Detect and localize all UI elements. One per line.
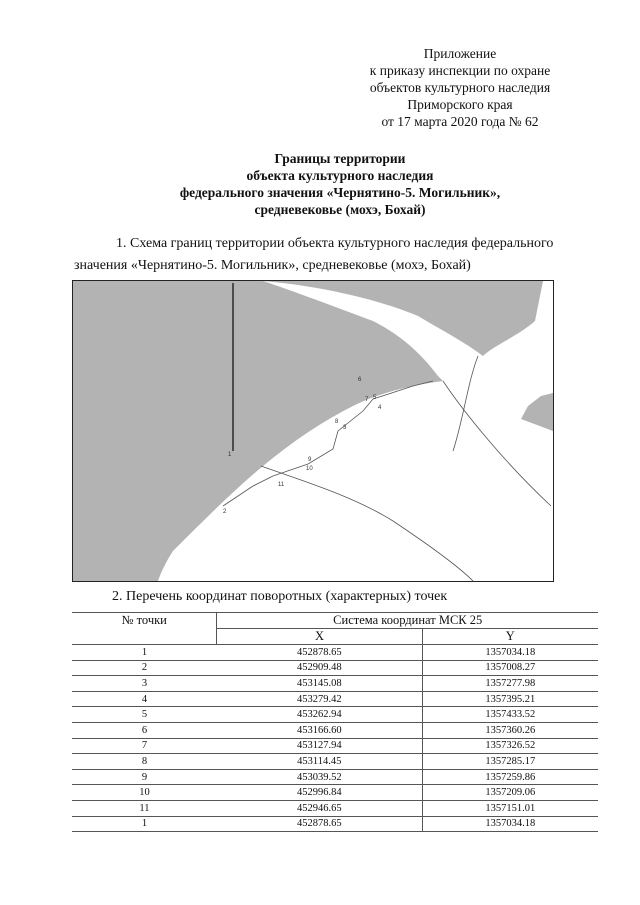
appendix-line: объектов культурного наследия bbox=[369, 80, 551, 95]
document-title bbox=[130, 150, 550, 218]
col-point-header: № точки bbox=[72, 613, 217, 645]
table-row bbox=[72, 754, 598, 770]
coordinates-table bbox=[72, 612, 598, 832]
section-1-heading: 1. Схема границ территории объекта культурного наследия федерального значения «Чернятино-5. Могильник», средневековье (мохэ, Бохай) bbox=[74, 236, 554, 273]
cell-point: 6 bbox=[72, 722, 217, 738]
title-line: средневековье (мохэ, Бохай) bbox=[254, 202, 426, 217]
map-point-label: 6 bbox=[358, 377, 362, 383]
table-row bbox=[72, 707, 598, 723]
cell-x: 453262.94 bbox=[217, 707, 422, 723]
cell-y: 1357433.52 bbox=[422, 707, 598, 723]
road-line bbox=[261, 466, 473, 581]
table-row bbox=[72, 722, 598, 738]
cell-x: 452909.48 bbox=[217, 660, 422, 676]
cell-x: 452878.65 bbox=[217, 645, 422, 661]
cell-point: 1 bbox=[72, 645, 217, 661]
cell-y: 1357151.01 bbox=[422, 800, 598, 816]
boundary-map bbox=[72, 280, 554, 582]
map-point-label: 10 bbox=[306, 466, 313, 472]
appendix-line: от 17 марта 2020 года № 62 bbox=[381, 114, 539, 129]
cell-point: 5 bbox=[72, 707, 217, 723]
road-line bbox=[443, 381, 551, 506]
cell-point: 11 bbox=[72, 800, 217, 816]
col-system-header: Система координат МСК 25 bbox=[217, 613, 598, 629]
cell-y: 1357395.21 bbox=[422, 691, 598, 707]
table-row bbox=[72, 645, 598, 661]
map-point-label: 1 bbox=[228, 452, 232, 458]
table-body bbox=[72, 645, 598, 832]
cell-point: 7 bbox=[72, 738, 217, 754]
map-point-label: 7 bbox=[365, 397, 369, 403]
section-2-heading: 2. Перечень координат поворотных (характерных) точек bbox=[112, 589, 448, 604]
cell-y: 1357209.06 bbox=[422, 785, 598, 801]
road-line bbox=[453, 356, 478, 451]
cell-x: 453114.45 bbox=[217, 754, 422, 770]
cell-x: 453145.08 bbox=[217, 676, 422, 692]
col-x-header: X bbox=[217, 629, 422, 645]
cell-x: 453039.52 bbox=[217, 769, 422, 785]
cell-point: 9 bbox=[72, 769, 217, 785]
cell-y: 1357008.27 bbox=[422, 660, 598, 676]
cell-point: 2 bbox=[72, 660, 217, 676]
title-line: объекта культурного наследия bbox=[246, 168, 434, 183]
cell-y: 1357277.98 bbox=[422, 676, 598, 692]
table-row bbox=[72, 785, 598, 801]
map-svg bbox=[73, 281, 553, 581]
appendix-line: Приложение bbox=[423, 46, 497, 61]
cell-point: 3 bbox=[72, 676, 217, 692]
title-line: федерального значения «Чернятино-5. Могильник», bbox=[179, 185, 501, 200]
land-left bbox=[73, 281, 443, 581]
map-point-label: 11 bbox=[278, 482, 285, 488]
cell-y: 1357034.18 bbox=[422, 645, 598, 661]
appendix-header bbox=[330, 45, 590, 130]
map-point-label: 5 bbox=[373, 395, 377, 401]
cell-point: 8 bbox=[72, 754, 217, 770]
cell-x: 453279.42 bbox=[217, 691, 422, 707]
map-point-label: 3 bbox=[343, 425, 347, 431]
land-right bbox=[521, 393, 553, 431]
cell-point: 1 bbox=[72, 816, 217, 832]
table-row bbox=[72, 800, 598, 816]
appendix-line: к приказу инспекции по охране bbox=[369, 63, 551, 78]
table-row bbox=[72, 816, 598, 832]
map-point-label: 2 bbox=[223, 509, 227, 515]
map-point-label: 8 bbox=[335, 419, 339, 425]
appendix-line: Приморского края bbox=[407, 97, 513, 112]
col-y-header: Y bbox=[422, 629, 598, 645]
table-row bbox=[72, 660, 598, 676]
table-row bbox=[72, 676, 598, 692]
table-header-row bbox=[72, 613, 598, 629]
cell-y: 1357259.86 bbox=[422, 769, 598, 785]
table-row bbox=[72, 738, 598, 754]
cell-y: 1357285.17 bbox=[422, 754, 598, 770]
map-point-label: 9 bbox=[308, 457, 312, 463]
map-point-label: 4 bbox=[378, 405, 382, 411]
cell-x: 452878.65 bbox=[217, 816, 422, 832]
cell-y: 1357360.26 bbox=[422, 722, 598, 738]
cell-point: 10 bbox=[72, 785, 217, 801]
title-line: Границы территории bbox=[274, 151, 406, 166]
cell-x: 453127.94 bbox=[217, 738, 422, 754]
cell-y: 1357326.52 bbox=[422, 738, 598, 754]
cell-x: 452946.65 bbox=[217, 800, 422, 816]
table-row bbox=[72, 691, 598, 707]
table-row bbox=[72, 769, 598, 785]
cell-x: 453166.60 bbox=[217, 722, 422, 738]
cell-y: 1357034.18 bbox=[422, 816, 598, 832]
cell-x: 452996.84 bbox=[217, 785, 422, 801]
cell-point: 4 bbox=[72, 691, 217, 707]
